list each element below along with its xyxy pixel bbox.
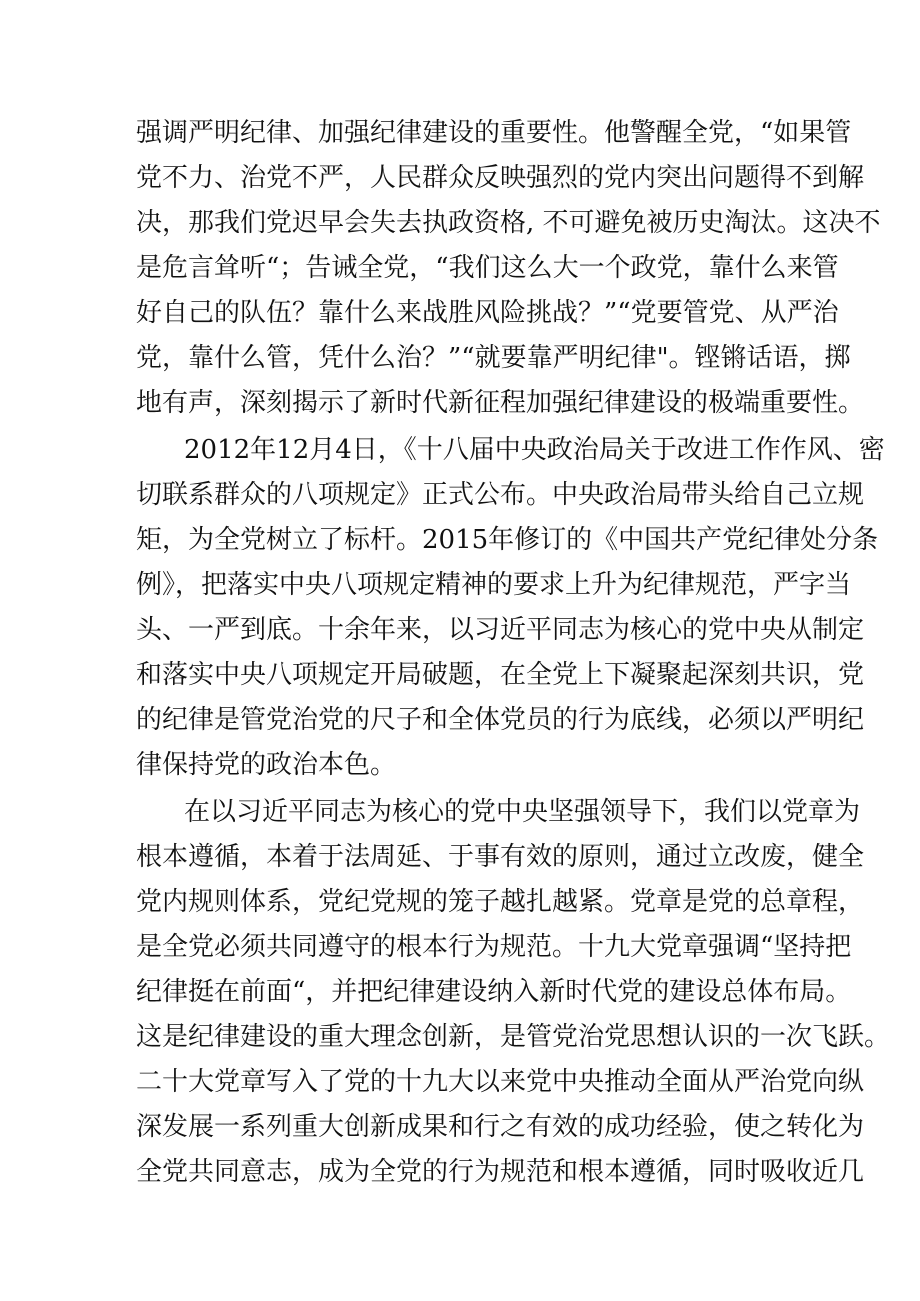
paragraph-2-line-8: 律保持党的政治本色。: [136, 750, 397, 780]
paragraph-2-line-3: 矩，为全党树立了标杆。2015年修订的《中国共产党纪律处分条: [136, 525, 879, 555]
paragraph-3-line-8: 深发展一系列重大创新成果和行之有效的成功经验，使之转化为: [136, 1112, 865, 1142]
paragraph-2-line-1: 2012年12月4日，《十八届中央政治局关于改进工作作风、密: [184, 435, 885, 465]
paragraph-3-line-2: 根本遵循，本着于法周延、于事有效的原则，通过立改废，健全: [136, 842, 865, 872]
paragraph-2-line-7: 的纪律是管党治党的尺子和全体党员的行为底线，必须以严明纪: [136, 705, 865, 735]
paragraph-2-line-6: 和落实中央八项规定开局破题，在全党上下凝聚起深刻共识，党: [136, 660, 865, 690]
text-line-5: 好自己的队伍？靠什么来战胜风险挑战？”“党要管党、从严治: [136, 298, 839, 328]
paragraph-3-line-3: 党内规则体系，党纪党规的笼子越扎越紧。党章是党的总章程，: [136, 887, 865, 917]
paragraph-3-line-5: 纪律挺在前面“，并把纪律建设纳入新时代党的建设总体布局。: [136, 977, 852, 1007]
paragraph-2-line-2: 切联系群众的八项规定》正式公布。中央政治局带头给自己立规: [136, 480, 865, 510]
text-line-2: 党不力、治党不严，人民群众反映强烈的党内突出问题得不到解: [136, 163, 865, 193]
text-line-4: 是危言耸听“；告诫全党，“我们这么大一个政党，靠什么来管: [136, 253, 839, 283]
paragraph-3-line-1: 在以习近平同志为核心的党中央坚强领导下，我们以党章为: [184, 797, 861, 827]
paragraph-2-line-5: 头、一严到底。十余年来，以习近平同志为核心的党中央从制定: [136, 615, 865, 645]
paragraph-3-line-7: 二十大党章写入了党的十九大以来党中央推动全面从严治党向纵: [136, 1067, 865, 1097]
paragraph-3-line-6: 这是纪律建设的重大理念创新，是管党治党思想认识的一次飞跃。: [136, 1022, 891, 1052]
paragraph-2-line-4: 例》，把落实中央八项规定精神的要求上升为纪律规范，严字当: [136, 570, 852, 600]
text-line-1: 强调严明纪律、加强纪律建设的重要性。他警醒全党，“如果管: [136, 118, 852, 148]
text-line-6: 党，靠什么管，凭什么治？”“就要靠严明纪律"。铿锵话语，掷: [136, 343, 851, 373]
text-line-3: 决，那我们党迟早会失去执政资格, 不可避免被历史淘汰。这决不: [136, 208, 881, 238]
paragraph-3-line-9: 全党共同意志，成为全党的行为规范和根本遵循，同时吸收近几: [136, 1157, 865, 1187]
text-line-7: 地有声，深刻揭示了新时代新征程加强纪律建设的极端重要性。: [136, 388, 865, 418]
paragraph-3-line-4: 是全党必须共同遵守的根本行为规范。十九大党章强调“坚持把: [136, 932, 852, 962]
